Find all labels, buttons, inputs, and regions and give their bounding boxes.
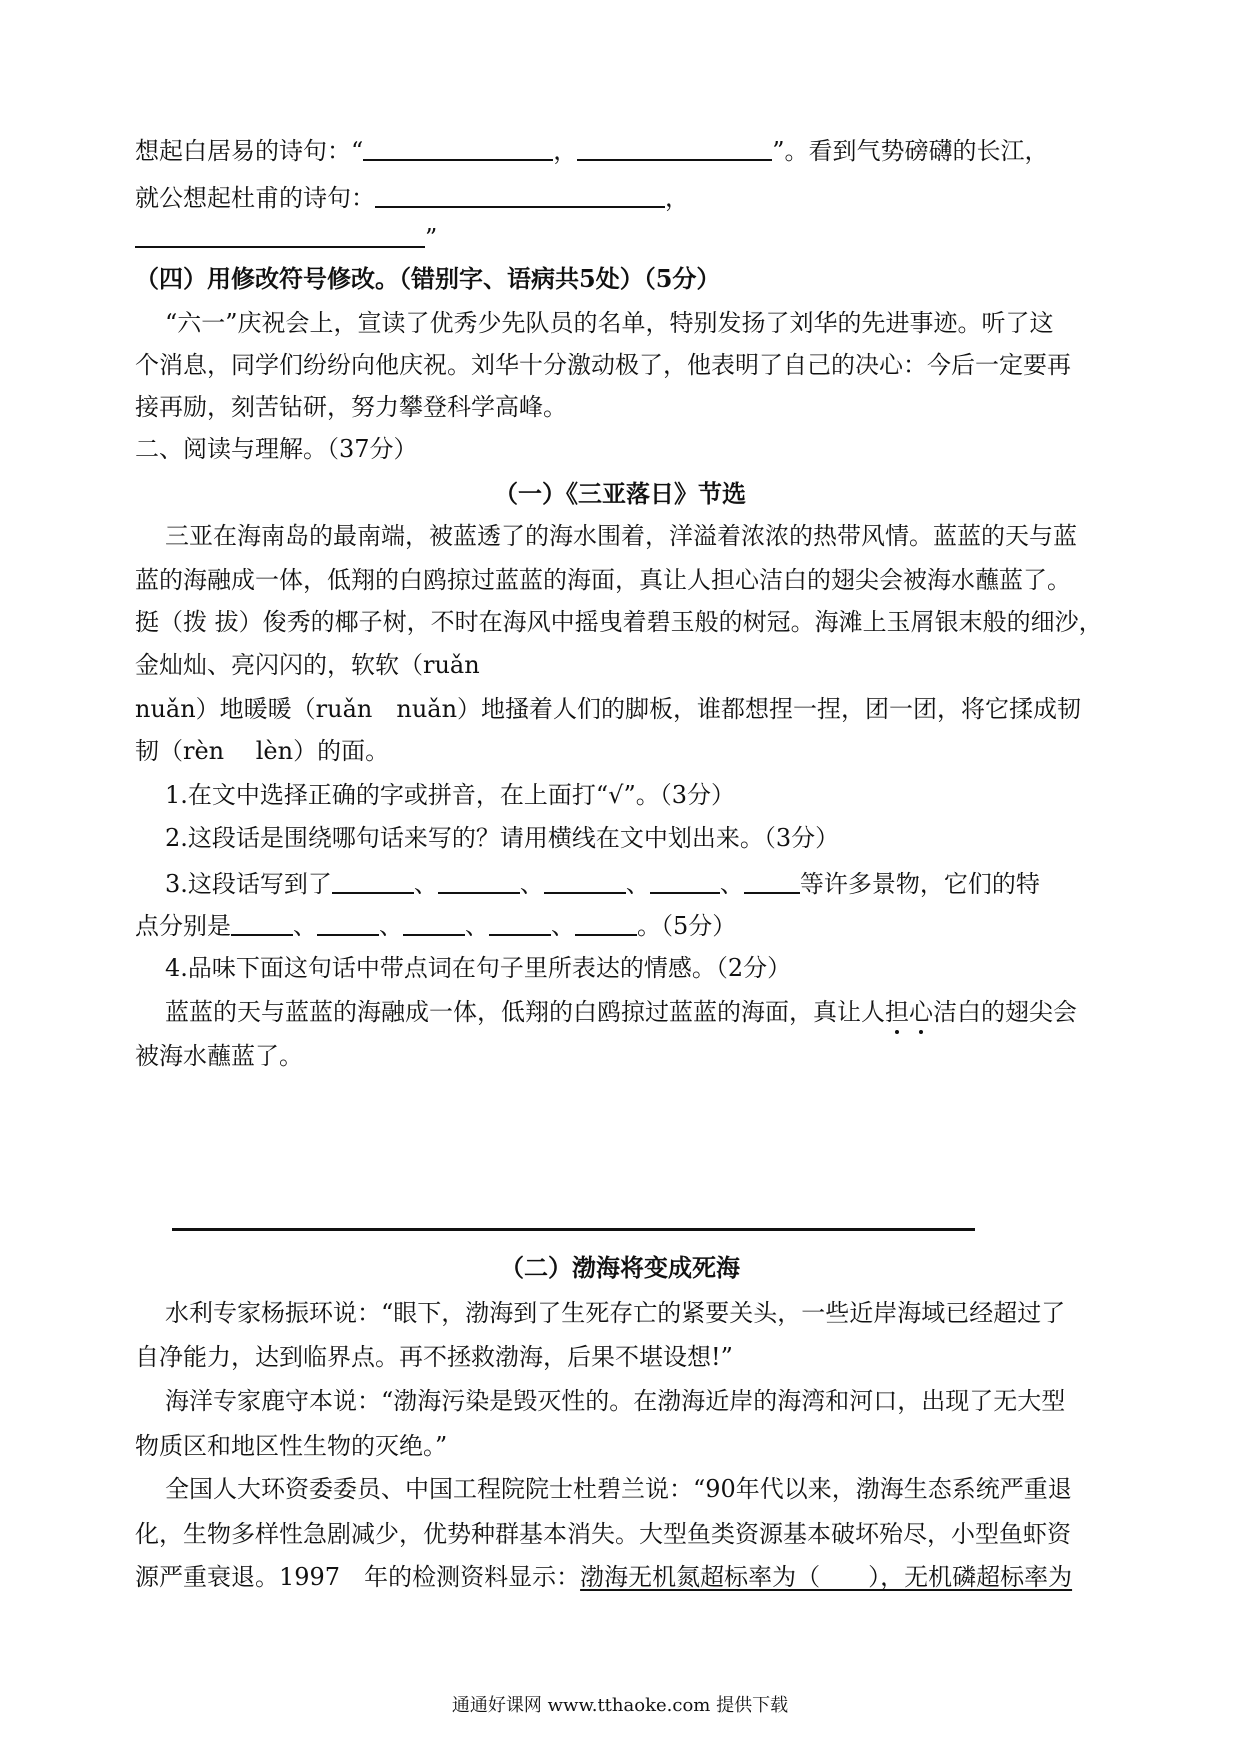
answer-blank[interactable] xyxy=(363,133,553,161)
answer-blank[interactable] xyxy=(489,908,551,936)
answer-blank[interactable] xyxy=(650,866,720,894)
quoted-sentence-continued: 被海水蘸蓝了。 xyxy=(135,1042,303,1070)
reading-1-paragraph-line: 韧（rèn lèn）的面。 xyxy=(135,737,390,765)
poem-line-1-suffix: ”。看到气势磅礴的长江， xyxy=(772,137,1049,165)
quoted-sentence-start: 蓝蓝的天与蓝蓝的海融成一体，低翔的白鸥掠过蓝蓝的海面，真让人 xyxy=(165,998,885,1026)
reading-2-paragraph-line: 海洋专家鹿守本说：“渤海污染是毁灭性的。在渤海近岸的海湾和河口，出现了无大型 xyxy=(165,1387,1066,1415)
dotted-word: 心 xyxy=(909,998,933,1026)
answer-blank[interactable] xyxy=(332,866,414,894)
section-4-paragraph-line: 个消息，同学们纷纷向他庆祝。刘华十分激动极了，他表明了自己的决心：今后一定要再 xyxy=(135,351,1071,379)
separator: 、 xyxy=(519,870,544,898)
separator: 、 xyxy=(465,912,489,940)
question-3 xyxy=(165,866,1040,900)
reading-2-paragraph-line: 全国人大环资委委员、中国工程院院士杜碧兰说：“90年代以来，渤海生态系统严重退 xyxy=(165,1475,1072,1503)
reading-2-paragraph-line xyxy=(135,1561,1072,1593)
answer-line[interactable] xyxy=(172,1228,975,1231)
section-4-paragraph-line: “六一”庆祝会上，宣读了优秀少先队员的名单，特别发扬了刘华的先进事迹。听了这 xyxy=(165,309,1054,337)
answer-blank[interactable] xyxy=(375,180,665,208)
question-3-continued xyxy=(135,908,736,942)
quoted-sentence-end: 洁白的翅尖会 xyxy=(933,998,1077,1026)
poem-line-2 xyxy=(135,180,689,214)
reading-2-paragraph-line: 水利专家杨振环说：“眼下，渤海到了生死存亡的紧要关头，一些近岸海域已经超过了 xyxy=(165,1299,1066,1327)
quoted-sentence xyxy=(165,996,1077,1028)
poem-line-1-prefix: 想起白居易的诗句：“ xyxy=(135,137,364,165)
separator: 、 xyxy=(551,912,575,940)
question-3-suffix: 等许多景物，它们的特 xyxy=(799,870,1040,898)
reading-1-paragraph-line: 三亚在海南岛的最南端，被蓝透了的海水围着，洋溢着浓浓的热带风情。蓝蓝的天与蓝 xyxy=(165,522,1077,550)
reading-2-title: （二）渤海将变成死海 xyxy=(500,1253,740,1282)
separator: 、 xyxy=(293,912,317,940)
question-4: 4.品味下面这句话中带点词在句子里所表达的情感。（2分） xyxy=(165,954,792,982)
reading-2-paragraph-line: 化，生物多样性急剧减少，优势种群基本消失。大型鱼类资源基本破坏殆尽，小型鱼虾资 xyxy=(135,1520,1071,1548)
part-2-title: 二、阅读与理解。（37分） xyxy=(135,435,418,463)
reading-2-line-start: 源严重衰退。1997 年的检测资料显示： xyxy=(135,1563,581,1591)
reading-1-paragraph-line: 金灿灿、亮闪闪的，软软（ruǎn xyxy=(135,651,480,679)
answer-blank[interactable] xyxy=(577,133,772,161)
answer-blank[interactable] xyxy=(231,908,293,936)
separator: 、 xyxy=(379,912,403,940)
section-4-paragraph-line: 接再励，刻苦钻研，努力攀登科学高峰。 xyxy=(135,393,567,421)
answer-blank[interactable] xyxy=(438,866,520,894)
question-1: 1.在文中选择正确的字或拼音，在上面打“√”。（3分） xyxy=(165,781,735,809)
answer-blank[interactable] xyxy=(575,908,637,936)
answer-blank[interactable] xyxy=(403,908,465,936)
reading-1-paragraph-line: nuǎn）地暖暖（ruǎn nuǎn）地搔着人们的脚板，谁都想捏一捏，团一团，将它揉成韧 xyxy=(135,695,1082,723)
answer-blank[interactable] xyxy=(544,866,626,894)
page-footer: 通通好课网 www.tthaoke.com 提供下载 xyxy=(451,1695,789,1716)
reading-1-title: （一）《三亚落日》节选 xyxy=(494,479,746,508)
poem-line-2-prefix: 就公想起杜甫的诗句： xyxy=(135,184,375,212)
reading-2-paragraph-line: 自净能力，达到临界点。再不拯救渤海，后果不堪设想!” xyxy=(135,1343,733,1371)
question-2: 2.这段话是围绕哪句话来写的？请用横线在文中划出来。（3分） xyxy=(165,824,840,852)
answer-blank[interactable] xyxy=(135,220,425,248)
question-3-prefix: 3.这段话写到了 xyxy=(165,870,332,898)
question-3-prefix-2: 点分别是 xyxy=(135,912,231,940)
answer-blank[interactable] xyxy=(317,908,379,936)
poem-line-3 xyxy=(135,220,437,254)
poem-line-3-quote: ” xyxy=(425,224,438,252)
dotted-word: 担 xyxy=(885,998,909,1026)
separator: 、 xyxy=(413,870,438,898)
answer-blank[interactable] xyxy=(744,866,800,894)
poem-line-1-comma: ， xyxy=(553,137,578,165)
underlined-sentence: 渤海无机氮超标率为（ ），无机磷超标率为 xyxy=(580,1563,1073,1591)
reading-2-paragraph-line: 物质区和地区性生物的灭绝。” xyxy=(135,1432,448,1460)
separator: 、 xyxy=(625,870,650,898)
poem-line-1 xyxy=(135,133,1049,167)
question-3-score: 。（5分） xyxy=(637,912,737,940)
separator: 、 xyxy=(719,870,744,898)
reading-1-paragraph-line: 蓝的海融成一体，低翔的白鸥掠过蓝蓝的海面，真让人担心洁白的翅尖会被海水蘸蓝了。 xyxy=(135,566,1071,594)
reading-1-paragraph-line: 挺（拨 拔）俊秀的椰子树，不时在海风中摇曳着碧玉般的树冠。海滩上玉屑银末般的细沙， xyxy=(135,608,1103,636)
poem-line-2-comma: ， xyxy=(665,184,689,212)
section-4-title: （四）用修改符号修改。（错别字、语病共5处）（5分） xyxy=(135,264,721,293)
